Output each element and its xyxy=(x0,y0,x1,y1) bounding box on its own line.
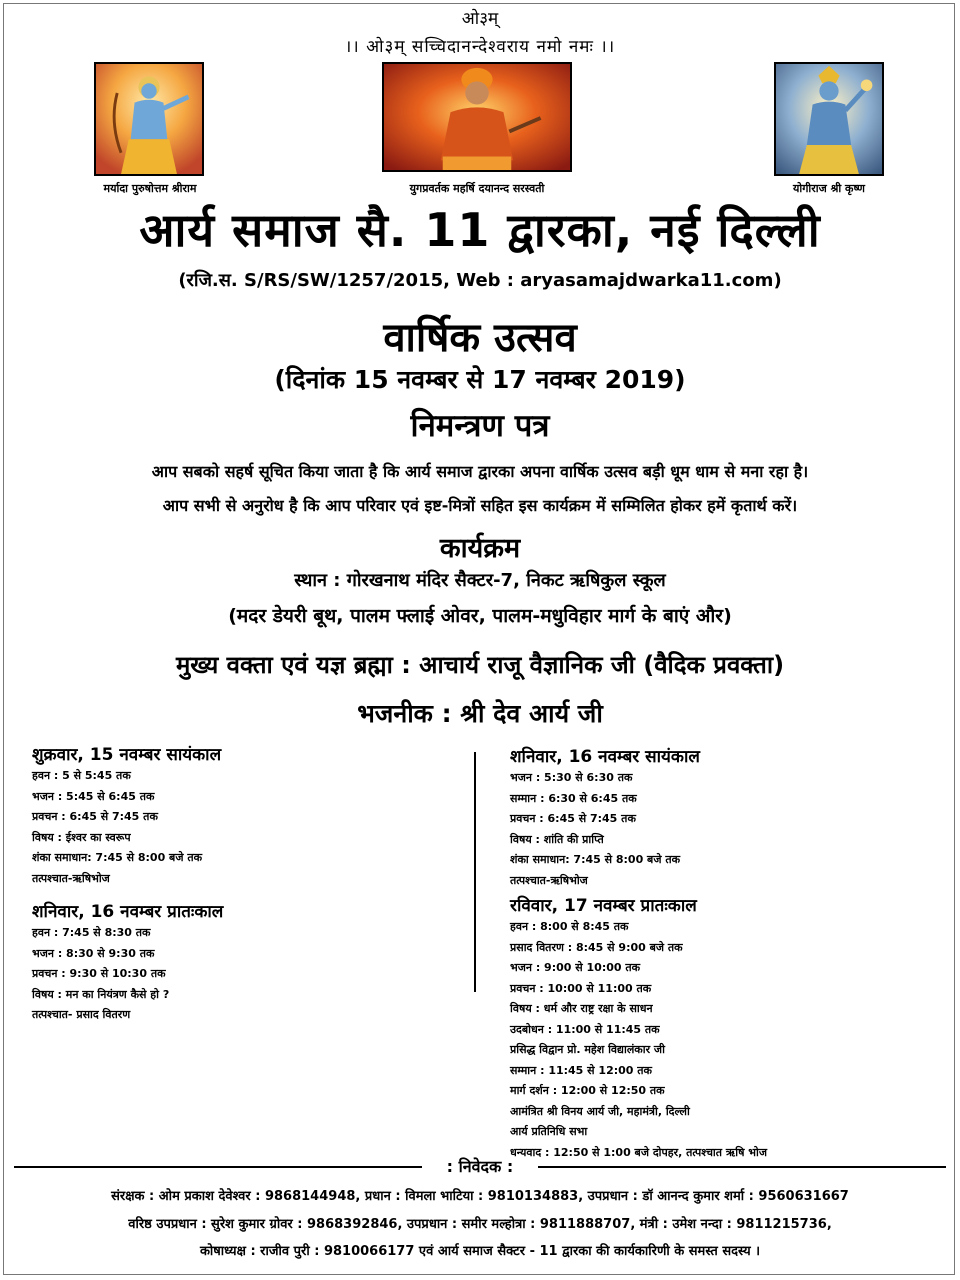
schedule-line: भजन : 8:30 से 9:30 तक xyxy=(32,946,155,960)
schedule-line: प्रवचन : 6:45 से 7:45 तक xyxy=(32,810,158,823)
schedule-line: हवन : 5 से 5:45 तक xyxy=(32,769,131,782)
chief-speaker: मुख्य वक्ता एवं यज्ञ ब्रह्मा : आचार्य राजू वैज्ञानिक जी (वैदिक प्रवक्ता) xyxy=(175,651,785,679)
schedule-line: प्रवचन : 6:45 से 7:45 तक xyxy=(510,812,636,825)
schedule-line: सम्मान : 11:45 से 12:00 तक xyxy=(510,1063,652,1077)
portrait-caption: मर्यादा पुरुषोत्तम श्रीराम xyxy=(103,182,197,195)
event-title: वार्षिक उत्सव xyxy=(383,315,577,361)
schedule-day-heading: शनिवार, 16 नवम्बर सायंकाल xyxy=(510,747,700,767)
schedule-line: उदबोधन : 11:00 से 11:45 तक xyxy=(510,1022,660,1036)
intro-line: आप सभी से अनुरोध है कि आप परिवार एवं इष्ट-मित्रों सहित इस कार्यक्रम में सम्मिलित होकर हमें कृतार्थ करें। xyxy=(162,496,798,515)
schedule-line: आर्य प्रतिनिधि सभा xyxy=(510,1125,588,1138)
portrait-caption: योगीराज श्री कृष्ण xyxy=(792,182,866,195)
footer-rule-right xyxy=(538,1166,946,1168)
schedule-line: तत्पश्चात-ऋषिभोज xyxy=(510,873,588,887)
schedule-line: हवन : 7:45 से 8:30 तक xyxy=(32,926,151,939)
registration-line: (रजि.स. S/RS/SW/1257/2015, Web : aryasamajdwarka11.com) xyxy=(178,270,782,291)
om-symbol: ओ३म् xyxy=(461,9,499,29)
schedule-block xyxy=(510,895,767,1163)
portrait-caption: युगप्रवर्तक महर्षि दयानन्द सरस्वती xyxy=(409,182,545,195)
schedule-line: तत्पश्चात-ऋषिभोज xyxy=(32,871,110,885)
schedule-line: भजन : 9:00 से 10:00 तक xyxy=(510,961,641,974)
schedule-line: प्रसिद्ध विद्वान प्रो. महेश विद्यालंकार जी xyxy=(510,1043,665,1056)
event-dates: (दिनांक 15 नवम्बर से 17 नवम्बर 2019) xyxy=(274,365,686,394)
schedule-line: भजन : 5:30 से 6:30 तक xyxy=(510,771,633,784)
dayanand-portrait xyxy=(382,62,572,172)
venue-line: स्थान : गोरखनाथ मंदिर सैक्टर-7, निकट ऋषिकुल स्कूल xyxy=(294,570,666,591)
schedule-line: प्रवचन : 10:00 से 11:00 तक xyxy=(510,981,652,995)
schedule-line: प्रवचन : 9:30 से 10:30 तक xyxy=(32,967,166,980)
programme-heading: कार्यक्रम xyxy=(439,533,521,564)
schedule-line: हवन : 8:00 से 8:45 तक xyxy=(510,920,629,933)
schedule-line: शंका समाधान: 7:45 से 8:00 बजे तक xyxy=(510,853,681,866)
schedule-line: तत्पश्चात- प्रसाद वितरण xyxy=(32,1008,131,1021)
organisation-title: आर्य समाज सै. 11 द्वारका, नई दिल्ली xyxy=(139,203,821,257)
footer-line: संरक्षक : ओम प्रकाश देवेश्वर : 9868144948, प्रधान : विमला भाटिया : 9810134883, उपप्रधान : डॉ आनन्द कुमार शर्मा : 9560631667 xyxy=(111,1189,849,1204)
schedule-day-heading: शनिवार, 16 नवम्बर प्रातःकाल xyxy=(32,902,224,922)
shri-ram-portrait xyxy=(94,62,204,176)
invocation-line: ।। ओ३म् सच्चिदानन्देश्वराय नमो नमः ।। xyxy=(344,37,616,57)
schedule-block xyxy=(510,746,767,891)
schedule-line: धन्यवाद : 12:50 से 1:00 बजे दोपहर, तत्पश्चात ऋषि भोज xyxy=(510,1145,768,1159)
schedule-line: मार्ग दर्शन : 12:00 से 12:50 तक xyxy=(510,1084,665,1097)
schedule-line: प्रसाद वितरण : 8:45 से 9:00 बजे तक xyxy=(510,940,683,954)
schedule-block xyxy=(32,901,223,1026)
schedule-line: विषय : शांति की प्राप्ति xyxy=(510,832,604,846)
shri-krishna-portrait xyxy=(774,62,884,176)
invitation-heading: निमन्त्रण पत्र xyxy=(410,408,550,444)
schedule-line: विषय : धर्म और राष्ट्र रक्षा के साधन xyxy=(510,1002,653,1015)
schedule-day-heading: शुक्रवार, 15 नवम्बर सायंकाल xyxy=(32,745,222,765)
schedule-line: विषय : मन का नियंत्रण कैसे हो ? xyxy=(32,987,170,1001)
schedule-block xyxy=(32,744,223,889)
schedule-right-column xyxy=(510,746,767,1163)
schedule-line: विषय : ईश्वर का स्वरूप xyxy=(32,830,131,844)
schedule-line: भजन : 5:45 से 6:45 तक xyxy=(32,789,155,803)
footer-heading: : निवेदक : xyxy=(446,1157,514,1176)
column-divider xyxy=(474,752,476,992)
schedule-line: सम्मान : 6:30 से 6:45 तक xyxy=(510,791,637,805)
venue-landmark-line: (मदर डेयरी बूथ, पालम फ्लाई ओवर, पालम-मधुविहार मार्ग के बाएं और) xyxy=(228,605,732,627)
intro-line: आप सबको सहर्ष सूचित किया जाता है कि आर्य समाज द्वारका अपना वार्षिक उत्सव बड़ी धूम धाम से मना रहा है। xyxy=(151,462,809,481)
footer-line: कोषाध्यक्ष : राजीव पुरी : 9810066177 एवं आर्य समाज सैक्टर - 11 द्वारका की कार्यकारिणी के समस्त सदस्य । xyxy=(199,1244,761,1259)
schedule-line: आमंत्रित श्री विनय आर्य जी, महामंत्री, दिल्ली xyxy=(510,1104,690,1118)
schedule-line: शंका समाधान: 7:45 से 8:00 बजे तक xyxy=(32,851,203,864)
schedule-left-column xyxy=(32,744,223,1026)
singer-line: भजनीक : श्री देव आर्य जी xyxy=(357,699,603,728)
schedule-day-heading: रविवार, 17 नवम्बर प्रातःकाल xyxy=(510,896,697,916)
footer-line: वरिष्ठ उपप्रधान : सुरेश कुमार ग्रोवर : 9868392846, उपप्रधान : समीर मल्होत्रा : 9811888707, मंत्री : उमेश नन्दा : 9811215736, xyxy=(128,1217,832,1232)
